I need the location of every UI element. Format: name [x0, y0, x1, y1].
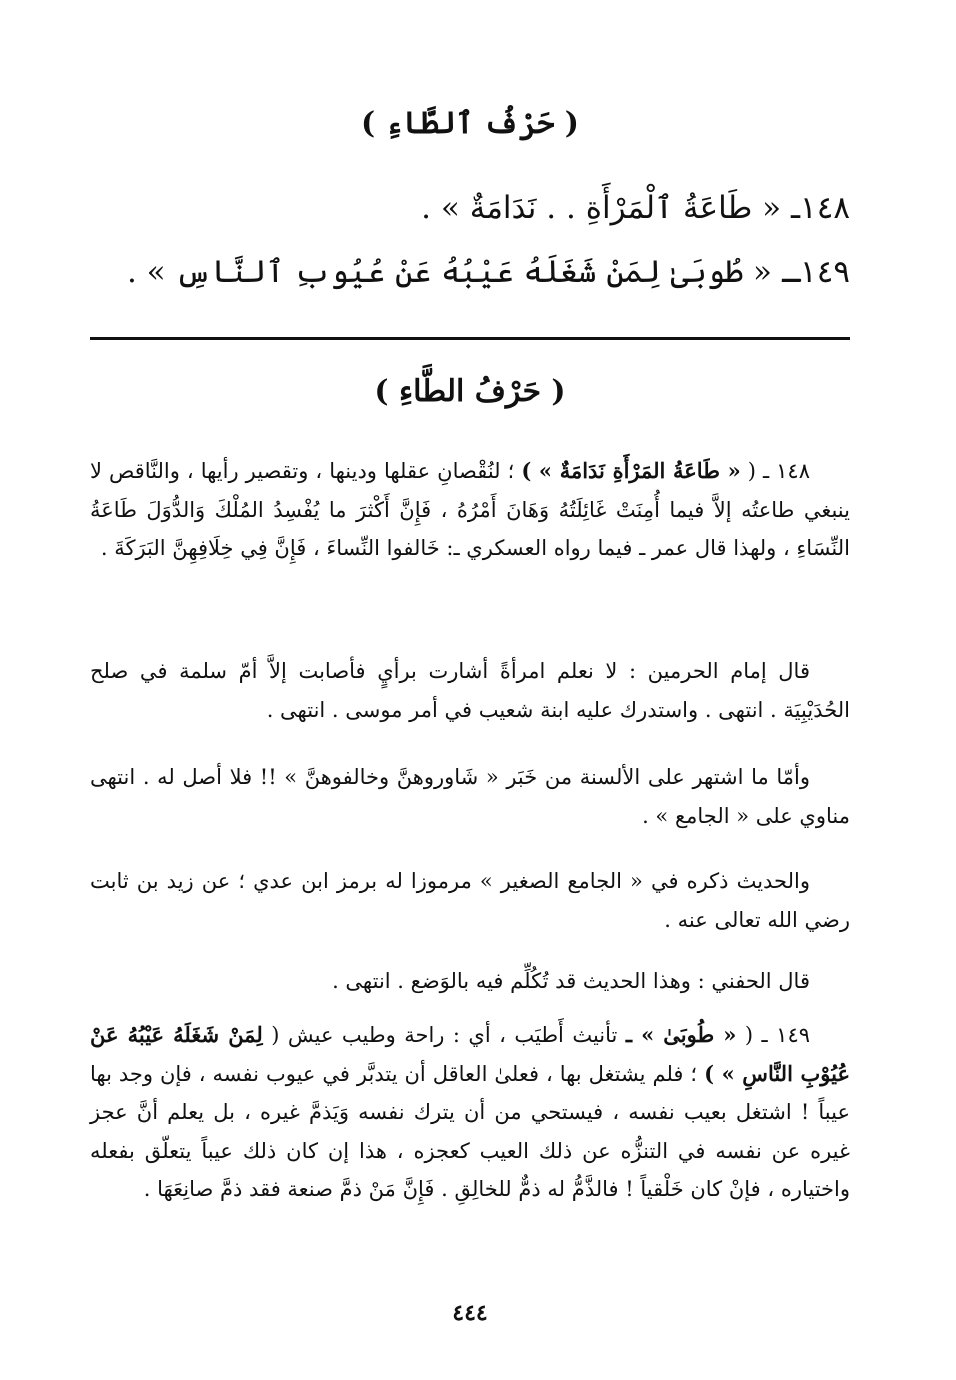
commentary-paragraph: والحديث ذكره في « الجامع الصغير » مرموزا له برمز ابن عدي ؛ عن زيد بن ثابت رضي الله تعالى عنه . — [90, 869, 850, 932]
hadith-entry-148: ١٤٨ـ « طَاعَةُ ٱلْمَرْأَةِ . . نَدَامَةٌ » . — [421, 190, 850, 226]
commentary-text: تأنيث أَطيَب ، أي : راحة وطيب عيش ( — [271, 1023, 618, 1047]
commentary-paragraph: وأمّا ما اشتهر على الألسنة من خَبَر « شَاوروهنَّ وخالفوهنَّ » !! فلا أصل له . انتهى مناوي على « الجامع » . — [90, 765, 850, 828]
chapter-title: ( حَرْفُ ٱلطَّاءِ ) — [361, 106, 579, 141]
commentary-paragraph: قال إمام الحرمين : لا نعلم امرأةً أشارت برأيٍ فأصابت إلاَّ أمّ سلمة في صلح الحُدَيْبِيَة . انتهى . واستدرك عليه ابنة شعيب في أمر موسى . انتهى . — [90, 659, 850, 722]
page-number: ٤٤٤ — [452, 1300, 488, 1326]
commentary-paragraph-148 — [90, 452, 850, 568]
hadith-number: ١٤٨ ـ ( — [747, 459, 810, 483]
commentary-paragraph: قال الحفني : وهذا الحديث قد تُكُلِّم فيه بالوَضع . انتهى . — [332, 969, 810, 993]
commentary-title: ( حَرْفُ الطَّاءِ ) — [374, 374, 566, 409]
commentary-paragraph-149 — [90, 1016, 850, 1209]
page — [90, 0, 850, 1380]
hadith-text: « طَاعَةُ المَرْأَةِ نَدَامَةٌ » ) — [521, 458, 741, 483]
section-divider — [90, 337, 850, 340]
commentary-text: ؛ فلم يشتغل بها ، فعلىٰ العاقل أن يتدبَّر في عيوب نفسه ، فإن وجد بها عيباً ! اشتغل بعيب نفسه ، فيستحي من أن يترك نفسه وَيَذمَّ غيره ، بل يعلم أنَّ عجز غيره عن نفسه في التنزُّه عن ذلك العيب كعجزه ، هذا إن كان ذلك عيباً يتعلّق بفعله واختياره ، فإنْ كان خَلْقياً ! فالذَّمُّ له ذمٌّ للخالِقِ . فَإِنَّ مَنْ ذمَّ صنعة فقد ذمَّ صانِعَهَا . — [90, 1061, 850, 1201]
hadith-entry-149: ١٤٩ـ « طُوبَىٰ لِمَنْ شَغَلَهُ عَيْبُهُ عَنْ عُيُوبِ ٱلنَّاسِ » . — [126, 254, 850, 290]
hadith-text: « طُوبَىٰ » ـ — [625, 1022, 737, 1047]
commentary-text: ؛ لنُقْصانِ عقلها ودينها ، وتقصير رأيها ، والنَّاقص لا ينبغي طاعتُه إلاَّ فيما أُمِنَتْ غَائِلَتُهُ وَهَانَ أَمْرُهُ ، فَإِنَّ أَكْثرَ ما يُفْسِدُ المُلْكَ وَالدُّوَلَ طَاعَةُ النِّسَاءِ ، ولهذا قال عمر ـ فيما رواه العسكري ـ: خَالفوا النِّساءَ ، فَإِنَّ فِي خِلَافِهِنَّ البَرَكَةَ . — [90, 459, 850, 560]
hadith-text: لِمَنْ شَغَلَهُ عَيْبُهُ عَنْ عُيُوْبِ النَّاسِ » ) — [90, 1022, 850, 1086]
hadith-number: ١٤٩ ـ ( — [744, 1023, 811, 1047]
